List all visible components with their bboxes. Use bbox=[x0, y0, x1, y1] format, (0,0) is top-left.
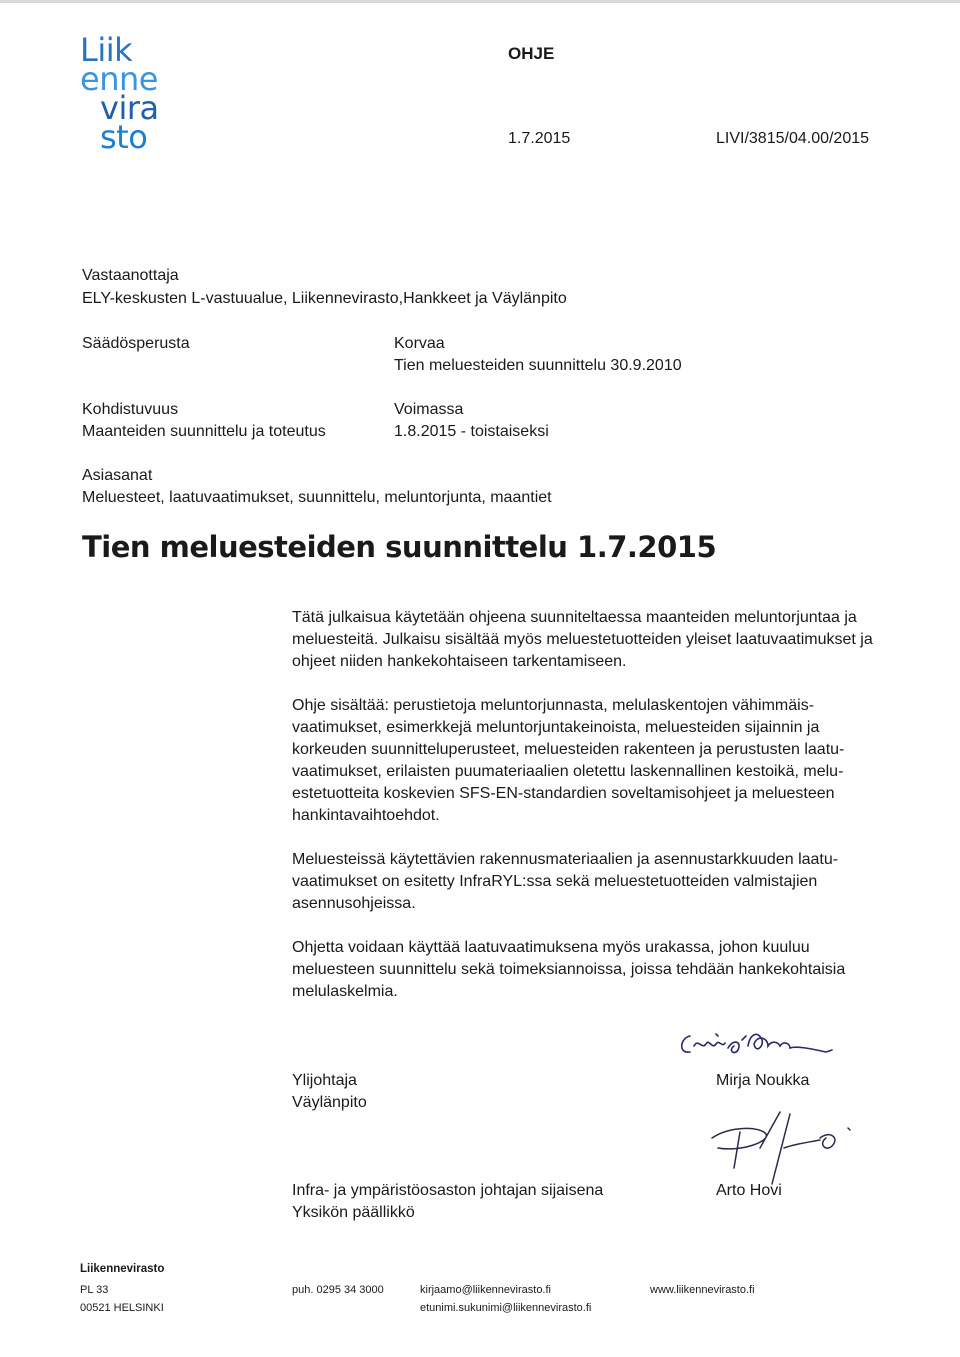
signature-arto-hovi bbox=[700, 1108, 860, 1186]
signature-2-title-line-2: Yksikön päällikkö bbox=[292, 1204, 415, 1221]
recipient-value: ELY-keskusten L-vastuualue, Liikennevirasto,Hankkeet ja Väylänpito bbox=[82, 290, 567, 307]
replaces-label: Korvaa bbox=[394, 335, 445, 352]
body-paragraph-3: Meluesteissä käytettävien rakennusmateriaalien ja asennustarkkuuden laatu-vaatimukset on esitetty InfraRYL:ssa sekä meluestetuotteiden valmistajien asennusohjeissa. bbox=[292, 851, 839, 912]
document-type: OHJE bbox=[508, 44, 555, 63]
logo-line-1: Liik bbox=[80, 31, 133, 69]
basis-label: Säädösperusta bbox=[82, 335, 190, 352]
signature-1-title-line-1: Ylijohtaja bbox=[292, 1072, 357, 1089]
replaces-value: Tien meluesteiden suunnittelu 30.9.2010 bbox=[394, 357, 682, 374]
signature-2-title-line-1: Infra- ja ympäristöosaston johtajan sijaisena bbox=[292, 1182, 604, 1199]
footer-email-personal[interactable]: etunimi.sukunimi@liikennevirasto.fi bbox=[420, 1302, 592, 1314]
signature-mirja-noukka bbox=[676, 1024, 891, 1066]
footer-po-box: PL 33 bbox=[80, 1284, 109, 1296]
footer-website[interactable]: www.liikennevirasto.fi bbox=[650, 1284, 755, 1296]
target-value: Maanteiden suunnittelu ja toteutus bbox=[82, 423, 326, 440]
logo-line-3: vira bbox=[100, 89, 159, 127]
signature-1-title-line-2: Väylänpito bbox=[292, 1094, 367, 1111]
body-paragraph-2: Ohje sisältää: perustietoja meluntorjunnasta, melulaskentojen vähimmäis-vaatimukset, esimerkkejä meluntorjuntakeinoista, meluesteiden sijainnin ja korkeuden suunnitteluperusteet, meluesteiden rakenteen ja perustusten laatu-vaatimukset, erilaisten puumateriaalien oletettu laskennallinen kestoikä, melu-estetuotteita koskevien SFS-EN-standardien soveltamisohjeet ja meluesteen hankintavaihtoehdot. bbox=[292, 697, 845, 824]
footer-email-registry[interactable]: kirjaamo@liikennevirasto.fi bbox=[420, 1284, 551, 1296]
footer-postal: 00521 HELSINKI bbox=[80, 1302, 164, 1314]
liikennevirasto-logo bbox=[80, 31, 190, 158]
document-date: 1.7.2015 bbox=[508, 130, 571, 147]
footer-organization: Liikennevirasto bbox=[80, 1263, 165, 1275]
signature-2-name: Arto Hovi bbox=[716, 1182, 782, 1199]
recipient-label: Vastaanottaja bbox=[82, 267, 179, 284]
valid-value: 1.8.2015 - toistaiseksi bbox=[394, 423, 549, 440]
keywords-value: Meluesteet, laatuvaatimukset, suunnittelu, meluntorjunta, maantiet bbox=[82, 489, 552, 506]
keywords-label: Asiasanat bbox=[82, 467, 153, 484]
footer-phone: puh. 0295 34 3000 bbox=[292, 1284, 384, 1296]
document-reference: LIVI/3815/04.00/2015 bbox=[716, 130, 870, 147]
valid-label: Voimassa bbox=[394, 401, 464, 418]
logo-line-4: sto bbox=[100, 118, 148, 156]
target-label: Kohdistuvuus bbox=[82, 401, 179, 418]
top-border bbox=[0, 0, 960, 3]
signature-1-name: Mirja Noukka bbox=[716, 1072, 810, 1089]
body-paragraph-1: Tätä julkaisua käytetään ohjeena suunniteltaessa maanteiden meluntorjuntaa ja meluesteitä. Julkaisu sisältää myös meluestetuotteiden yleiset laatuvaatimukset ja ohjeet niiden hankekohtaiseen tarkentamiseen. bbox=[292, 609, 873, 670]
body-paragraph-4: Ohjetta voidaan käyttää laatuvaatimuksena myös urakassa, johon kuuluu meluesteen suunnittelu sekä toimeksiannoissa, joissa tehdään hankekohtaisia melulaskelmia. bbox=[292, 939, 846, 1000]
document-title: Tien meluesteiden suunnittelu 1.7.2015 bbox=[82, 530, 717, 564]
logo-line-2: enne bbox=[80, 60, 158, 98]
